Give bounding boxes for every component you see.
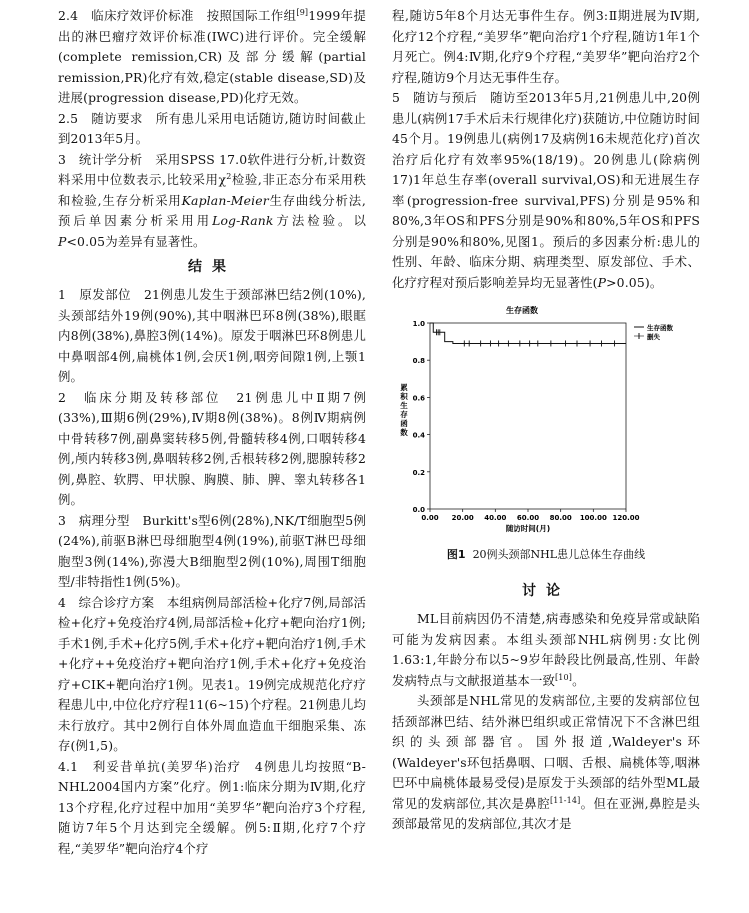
y-axis-label-char: 生 [400,401,408,410]
discussion-2: 头颈部是NHL常见的发病部位,主要的发病部位包括颈部淋巴结、结外淋巴组织或正常情况下不含淋巴组织的头颈部器官。国外报道,Waldeyer's环(Waldeyer's环包括鼻咽、口咽、舌根、扁桃体等,咽淋巴环中扁桃体最易受侵)是原发于头颈部的结外型ML最常见的发病部位,其次是鼻腔[11-14]。但在亚洲,鼻腔是头颈部最常见的发病部位,其次才是 [392,693,700,831]
survival-figure [392,301,700,547]
y-axis-label-char: 数 [400,428,408,437]
section-2-4: 2.4 临床疗效评价标准 按照国际工作组[9]1999年提出的淋巴瘤疗效评价标准(IWC)进行评价。完全缓解(complete remission,CR)及部分缓解(partial remission,PR)化疗有效,稳定(stable disease,SD)及进展(progression disease,PD)化疗无效。 [58,7,366,105]
citation: [10] [555,672,573,682]
result-4: 4 综合诊疗方案 本组病例局部活检+化疗7例,局部活检+化疗+免疫治疗4例,局部活检+化疗+靶向治疗1例;手术1例,手术+化疗5例,手术+化疗+靶向治疗1例,手术+化疗++免疫治疗+靶向治疗1例,手术+化疗+免疫治疗+CIK+靶向治疗1例。见表1。19例完成规范化疗疗程患儿中,中位化疗疗程11(6~15)个疗程。21例患儿均未行放疗。其中2例行自体外周血造血干细胞采集、冻存(例1,5)。 [58,594,366,753]
section-2-5: 2.5 随访要求 所有患儿采用电话随访,随访时间截止到2013年5月。 [58,110,367,146]
result-4-1: 4.1 利妥昔单抗(美罗华)治疗 4例患儿均按照“B-NHL2004国内方案”化疗。例1:临床分期为Ⅳ期,化疗13个疗程,化疗过程中加用“美罗华”靶向治疗3个疗程,随访7年5个月达到完全缓解。例5:Ⅱ期,化疗7个疗程,“美罗华”靶向治疗4个疗 [58,758,366,856]
legend-label: 生存函数 [647,324,673,332]
x-tick-label: 0.00 [421,514,439,522]
result-3: 3 病理分型 Burkitt's型6例(28%),NK/T细胞型5例(24%),前驱B淋巴母细胞型4例(19%),前驱T淋巴母细胞型3例(14%),弥漫大B细胞型2例(10%),周围T细胞型/非特指性1例(5%)。 [58,512,366,589]
section-label: 2.4 临床疗效评价标准 [58,8,194,23]
legend-label: 删失 [647,333,660,341]
x-tick-label: 120.00 [612,514,640,522]
survival-line [430,323,626,343]
section-label: 2.5 随访要求 [58,110,143,126]
left-column [58,6,366,859]
x-tick-label: 60.00 [516,514,540,522]
y-axis-label-char: 函 [400,419,408,428]
y-axis-label-char: 累 [400,383,408,392]
citation: [11-14] [550,795,581,805]
x-tick-label: 80.00 [549,514,572,522]
result-2: 2 临床分期及转移部位 21例患儿中Ⅱ期7例(33%),Ⅲ期6例(29%),Ⅳ期8例(38%)。8例Ⅳ期病例中骨转移7例,副鼻窦转移5例,骨髓转移4例,口咽转移4例,颅内转移3例,鼻咽转移2例,舌根转移2例,腮腺转移2例,鼻腔、软腭、甲状腺、胸膜、肺、脾、睾丸转移各1例。 [58,389,366,507]
result-4-1-continued: 程,随访5年8个月达无事件生存。例3:Ⅱ期进展为Ⅳ期,化疗12个疗程,“美罗华”靶向治疗1个疗程,随访1年1个月死亡。例4:Ⅳ期,化疗9个疗程,“美罗华”靶向治疗2个疗程,随访9个月达无事件生存。 [392,8,700,85]
y-tick-label: 0.4 [412,431,425,440]
y-tick-label: 0.0 [412,506,425,514]
right-column [392,6,700,835]
y-tick-label: 0.6 [412,394,425,403]
y-axis-label [400,382,408,437]
x-tick-label: 20.00 [451,514,474,522]
y-tick-label: 1.0 [412,320,425,328]
result-1: 1 原发部位 21例患儿发生于颈部淋巴结2例(10%),头颈部结外19例(90%),其中咽淋巴环8例(38%),眼眶内8例(38%),鼻腔3例(14%)。原发于咽淋巴环8例患儿中鼻咽部4例,扁桃体1例,会厌1例,咽旁间隙1例,上颚1例。 [58,287,366,384]
citation: [9] [296,7,309,17]
section-3-stats: 3 统计学分析 采用SPSS 17.0软件进行分析,计数资料采用中位数表示,比较采用$\chi^2$检验,非正态分布采用秩和检验,生存分析采用Kaplan-Meier生存曲线分析法,预后单因素分析采用用Log-Rank方法检验。以P<0.05为差异有显著性。 [58,151,366,249]
x-tick-label: 100.00 [579,514,607,522]
result-5: 5 随访与预后 随访至2013年5月,21例患儿中,20例患儿(病例17手术后未行规律化疗)获随访,中位随访时间45个月。19例患儿(病例17及病例16未规范化疗)首次治疗后化疗有效率95%(18/19)。20例患儿(除病例17)1年总生存率(overall survival,OS)和无进展生存率(progression-free survival,PFS)分别是95%和80%,3年OS和PFS分别是90%和80%,5年OS和PFS分别是90%和80%,见图1。预后的多因素分析:患儿的性别、年龄、临床分期、病理类型、原发部位、手术、化疗疗程对预后影响差异均无显著性(P>0.05)。 [392,90,700,290]
survival-chart [392,301,700,547]
y-axis-label-char: 存 [400,410,408,419]
discussion-heading: 讨论 [522,583,570,599]
figure-caption: 图1 20例头颈部NHL患儿总体生存曲线 [446,548,646,561]
results-heading: 结果 [188,259,236,275]
y-tick-label: 0.8 [412,357,425,366]
y-axis-label-char: 积 [400,392,408,401]
y-tick-label: 0.2 [412,468,425,477]
x-tick-label: 40.00 [484,514,507,522]
plot-frame [430,323,626,509]
discussion-1: ML目前病因仍不清楚,病毒感染和免疫异常或缺陷可能为发病因素。本组头颈部NHL病例男:女比例1.63:1,年龄分布以5~9岁年龄段比例最高,性别、年龄发病特点与文献报道基本一致[10]。 [392,611,700,688]
chart-title: 生存函数 [506,306,538,315]
x-axis-label: 随访时间(月) [505,524,551,533]
